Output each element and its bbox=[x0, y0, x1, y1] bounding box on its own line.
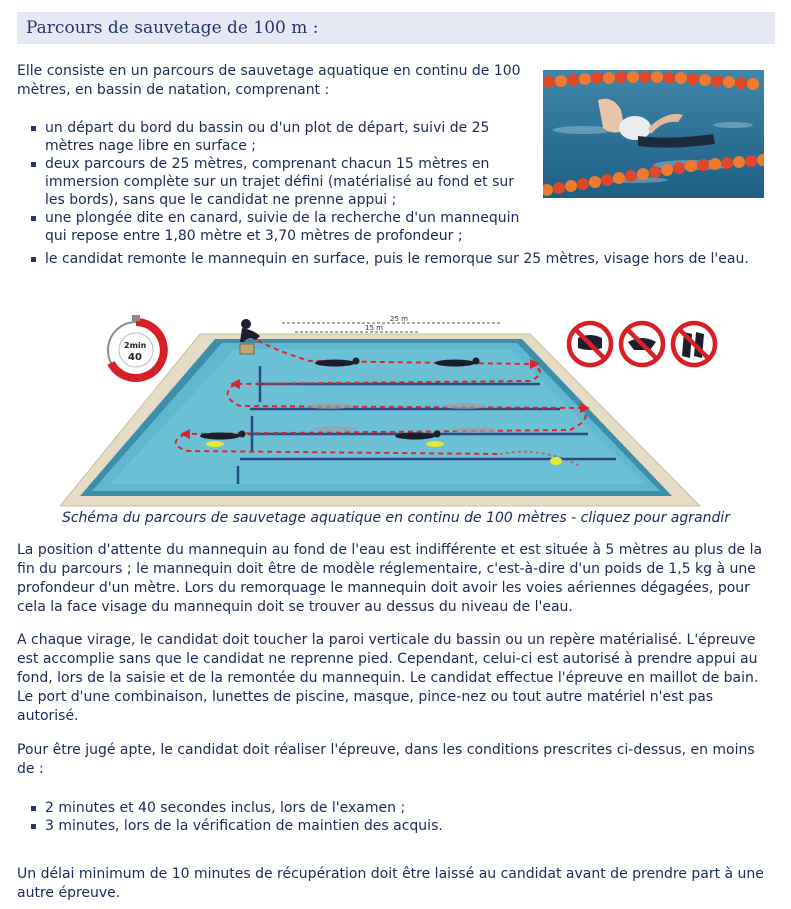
diagram-caption[interactable]: Schéma du parcours de sauvetage aquatique en continu de 100 mètres - cliquez pour agrandir bbox=[61, 510, 731, 526]
course-steps-list-last bbox=[28, 250, 768, 268]
no-goggles-icon bbox=[569, 323, 611, 365]
list-item: deux parcours de 25 mètres, comprenant chacun 15 mètres en immersion complète sur un trajet défini (matérialisé au fond et sur les bords), sans que le candidat ne prenne appui ; bbox=[28, 155, 523, 209]
section-title: Parcours de sauvetage de 100 m : bbox=[26, 18, 319, 38]
list-item: une plongée dite en canard, suivie de la recherche d'un mannequin qui repose entre 1,80 mètre et 3,70 mètres de profondeur ; bbox=[28, 209, 523, 245]
no-fins-icon bbox=[673, 323, 715, 365]
paragraph-requirement: Pour être jugé apte, le candidat doit réaliser l'épreuve, dans les conditions prescrites ci-dessus, en moins de : bbox=[17, 742, 755, 777]
timer-seconds: 40 bbox=[128, 352, 142, 363]
course-steps-list bbox=[28, 119, 523, 245]
swimmer-photo[interactable] bbox=[543, 70, 764, 198]
paragraph-rules: A chaque virage, le candidat doit toucher la paroi verticale du bassin ou un repère matérialisé. L'épreuve est accomplie sans que le candidat ne reprenne pied. Cependant, celui-ci est autorisé à prendre appui au fond, lors de la saisie et de la remontée du mannequin. Le candidat effectue l'épreuve en maillot de bain. Le port d'une combinaison, lunettes de piscine, masque, pince-nez ou tout autre matériel n'est pas autorisé. bbox=[17, 632, 759, 724]
list-item: un départ du bord du bassin ou d'un plot de départ, suivi de 25 mètres nage libre en surface ; bbox=[28, 119, 523, 155]
paragraph-recovery: Un délai minimum de 10 minutes de récupération doit être laissé au candidat avant de prendre part à une autre épreuve. bbox=[17, 866, 764, 901]
timer-minutes: 2min bbox=[124, 341, 147, 350]
no-mask-icon bbox=[621, 323, 663, 365]
intro-text: Elle consiste en un parcours de sauvetage aquatique en continu de 100 mètres, en bassin de natation, comprenant : bbox=[17, 63, 521, 98]
paragraph-mannequin: La position d'attente du mannequin au fond de l'eau est indifférente et est située à 5 mètres au plus de la fin du parcours ; le mannequin doit être de modèle réglementaire, c'est-à-dire d'un poids de 1,5 kg à une profondeur d'un mètre. Lors du remorquage le mannequin doit avoir les voies aériennes dégagées, pour cela la face visage du mannequin doit se trouver au dessus du niveau de l'eau. bbox=[17, 542, 763, 615]
list-item: 2 minutes et 40 secondes inclus, lors de l'examen ; bbox=[28, 799, 768, 817]
dimension-25m-label: 25 m bbox=[390, 315, 408, 323]
dimension-15m-label: 15 m bbox=[365, 324, 383, 332]
time-limits-list bbox=[28, 799, 768, 835]
list-item: 3 minutes, lors de la vérification de maintien des acquis. bbox=[28, 817, 768, 835]
list-item: le candidat remonte le mannequin en surface, puis le remorque sur 25 mètres, visage hors de l'eau. bbox=[28, 250, 768, 268]
stopwatch-icon bbox=[108, 315, 164, 378]
pool-diagram[interactable] bbox=[60, 306, 740, 508]
section-title-bar bbox=[17, 12, 775, 44]
